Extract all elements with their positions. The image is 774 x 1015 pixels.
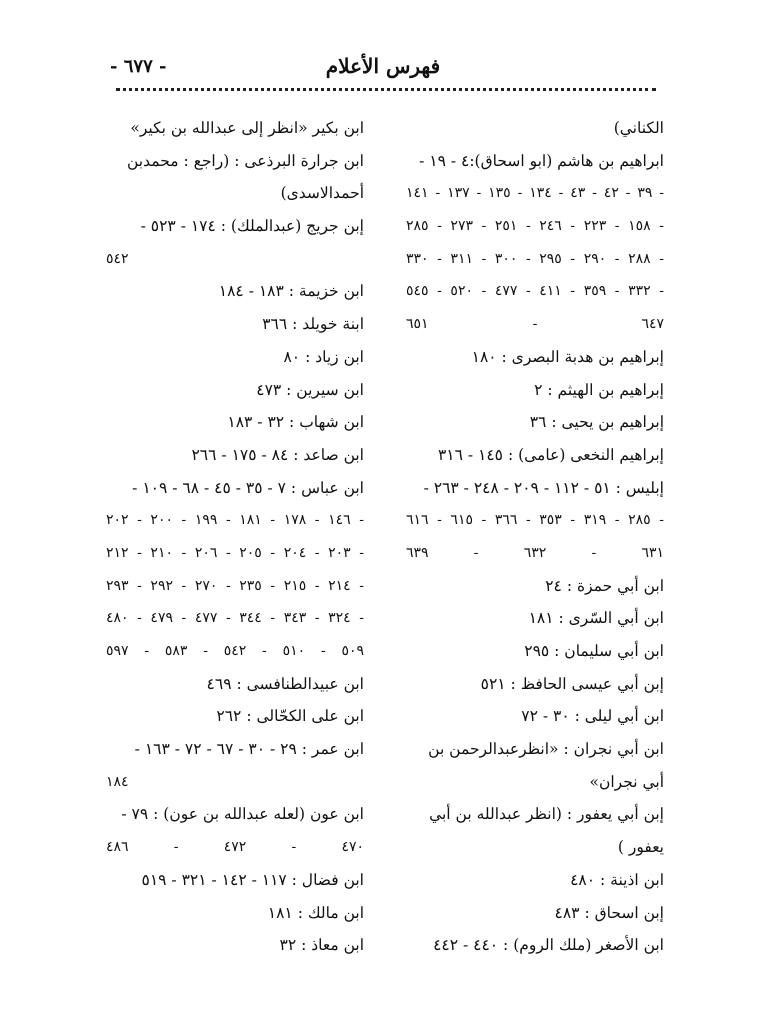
index-entry-line: ابن شهاب : ٣٢ - ١٨٣ <box>227 413 364 432</box>
index-column-left <box>106 112 364 962</box>
page-title: فهرس الأعلام <box>325 54 441 78</box>
index-entry-line: إبن أبي يعفور : (انظر عبدالله بن أبي <box>429 805 664 824</box>
index-entry-line: إبراهيم بن هدبة البصرى : ١٨٠ <box>471 347 664 366</box>
dotted-divider <box>116 88 656 91</box>
index-entry-line: الكناني) <box>613 119 664 137</box>
index-entry-line: إبن جريج (عبدالملك) : ١٧٤ - ٥٢٣ - <box>140 217 364 236</box>
index-entry-line: ٤٧٠ - ٤٧٢ - ٤٨٦ <box>106 839 364 856</box>
index-entry-line: ٣٩ - ٤٢ - ٤٣ - ١٣٤ - ١٣٥ - ١٣٧ - ١٤١ - <box>406 185 664 202</box>
index-entry-line: ابن عمر : ٢٩ - ٣٠ - ٦٧ - ٧٢ - ١٦٣ - <box>134 740 364 759</box>
page-number: - ٦٧٧ - <box>110 56 167 77</box>
index-entry-line: ابن خزيمة : ١٨٣ - ١٨٤ <box>218 282 364 301</box>
index-entry-line: ١٥٨ - ٢٢٣ - ٢٤٦ - ٢٥١ - ٢٧٣ - ٢٨٥ - <box>406 218 664 235</box>
index-entry-line: ابن مالك : ١٨١ <box>267 903 364 922</box>
index-entry-line: ابراهيم بن هاشم (ابو اسحاق):٤ - ١٩ - <box>419 151 664 170</box>
page-header <box>110 52 656 90</box>
index-entry-line: ٦٤٧ - ٦٥١ <box>406 316 664 333</box>
index-entry-line: إبليس : ٥١ - ١١٢ - ٢٠٩ - ٢٤٨ - ٢٦٣ - <box>423 478 664 497</box>
index-entry-line: ٥٤٢ <box>106 250 129 267</box>
index-entry-line: ابن أبي ليلى : ٣٠ - ٧٢ <box>521 707 664 726</box>
index-entry-line: إبراهيم النخعى (عامى) : ١٤٥ - ٣١٦ <box>437 445 664 464</box>
index-entry-line: ابن عبيدالطنافسى : ٤٦٩ <box>206 674 364 693</box>
index-entry-line: ابن عون (لعله عبدالله بن عون) : ٧٩ - <box>121 805 364 824</box>
index-entry-line: ٦٣١ - ٦٣٢ - ٦٣٩ <box>406 544 664 561</box>
index-entry-line: ابن الأصغر (ملك الروم) : ٤٤٠ - ٤٤٢ <box>433 936 664 955</box>
index-entry-line: ابن عباس : ٧ - ٣٥ - ٤٥ - ٦٨ - ١٠٩ - <box>132 478 364 497</box>
index-entry-line: ابن على الكحّالى : ٢٦٢ <box>216 707 364 726</box>
index-entry-line: ٥٠٩ - ٥١٠ - ٥٤٢ - ٥٨٣ - ٥٩٧ <box>106 643 364 659</box>
index-entry-line: ٢٨٨ - ٢٩٠ - ٢٩٥ - ٣٠٠ - ٣١١ - ٣٣٠ - <box>406 250 664 267</box>
index-entry-line: ابن بكير «انظر إلى عبدالله بن بكير» <box>130 119 364 137</box>
index-column-right <box>406 112 664 962</box>
index-entry-line: إبن اسحاق : ٤٨٣ <box>554 903 664 922</box>
index-entry-line: ابن فضال : ١١٧ - ١٤٢ - ٣٢١ - ٥١٩ <box>141 870 364 889</box>
index-entry-line: إبراهيم بن الهيثم : ٢ <box>534 380 664 399</box>
index-entry-line: ابن أبي سليمان : ٢٩٥ <box>524 642 664 660</box>
index-entry-line: ابن اذينة : ٤٨٠ <box>570 870 664 889</box>
index-entry-line: ٢٨٥ - ٣١٩ - ٣٥٣ - ٣٦٦ - ٦١٥ - ٦١٦ - <box>406 512 664 529</box>
index-entry-line: ابن أبي السّرى : ١٨١ <box>528 609 664 628</box>
index-entry-line: إبراهيم بن يحيى : ٣٦ <box>529 413 664 432</box>
index-entry-line: ١٤٦ - ١٧٨ - ١٨١ - ١٩٩ - ٢٠٠ - ٢٠٢ - <box>106 512 364 529</box>
index-entry-line: ٣٢٤ - ٣٤٣ - ٣٤٤ - ٤٧٧ - ٤٧٩ - ٤٨٠ - <box>106 610 364 627</box>
index-entry-line: ابن سيرين : ٤٧٣ <box>256 380 364 399</box>
index-entry-line: ابن أبي حمزة : ٢٤ <box>545 576 664 595</box>
index-entry-line: أبي نجران» <box>589 772 664 791</box>
index-entry-line: ٢١٤ - ٢١٥ - ٢٣٥ - ٢٧٠ - ٢٩٢ - ٢٩٣ - <box>106 577 364 594</box>
index-entry-line: ابن زياد : ٨٠ <box>283 347 364 366</box>
index-entry-line: ٢٠٣ - ٢٠٤ - ٢٠٥ - ٢٠٦ - ٢١٠ - ٢١٢ - <box>106 544 364 561</box>
index-entry-line: يعفور ) <box>617 838 664 857</box>
index-entry-line: ابن جرارة البرذعى : (راجع : محمدبن <box>127 151 364 170</box>
index-entry-line: ٣٣٢ - ٣٥٩ - ٤١١ - ٤٧٧ - ٥٢٠ - ٥٤٥ - <box>406 283 664 300</box>
index-entry-line: ابن أبي نجران : «انظرعبدالرحمن بن <box>428 740 664 759</box>
index-entry-line: ابنة خويلد : ٣٦٦ <box>262 315 364 334</box>
index-entry-line: ابن صاعد : ٨٤ - ١٧٥ - ٢٦٦ <box>191 445 364 464</box>
index-entry-line: ابن معاذ : ٣٢ <box>279 936 364 955</box>
index-entry-line: ١٨٤ <box>106 773 129 790</box>
index-entry-line: أحمدالاسدى) <box>280 184 364 203</box>
index-entry-line: إبن أبي عيسى الحافظ : ٥٢١ <box>480 674 664 693</box>
